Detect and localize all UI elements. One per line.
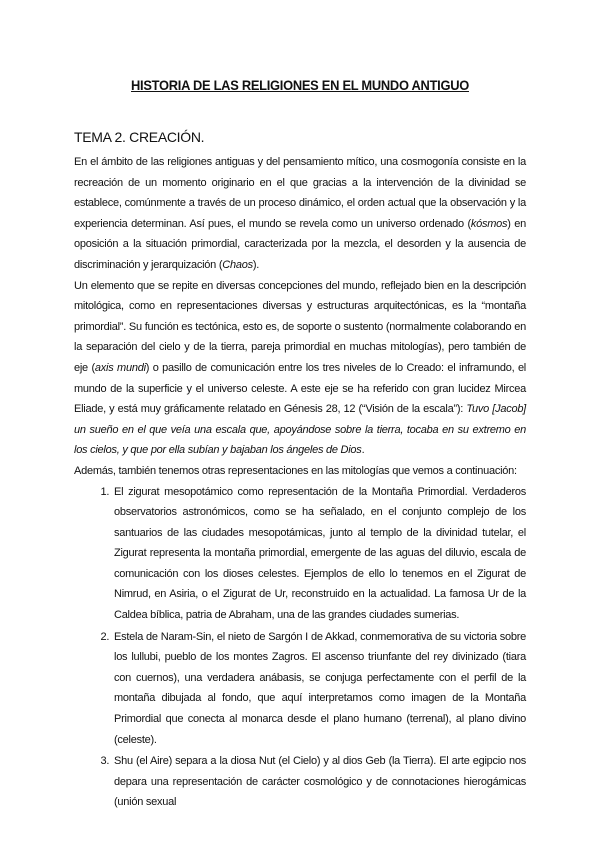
italic-chaos: Chaos — [222, 258, 253, 271]
section-heading: TEMA 2. CREACIÓN. — [74, 129, 205, 145]
italic-kosmos: kósmos — [470, 217, 508, 230]
list-item: 3. Shu (el Aire) separa a la diosa Nut (el Cielo) y al dios Geb (la Tierra). El arte egipcio nos depara una representación de carácter cosmológico y de connotaciones hierogámicas (unión sexual — [112, 751, 526, 813]
document-body — [74, 152, 526, 814]
numbered-list — [74, 482, 526, 814]
italic-axis-mundi: axis mundi — [94, 361, 146, 374]
paragraph-montana-primordial: Un elemento que se repite en diversas concepciones del mundo, reflejado bien en la descripción mitológica, como en representaciones diversas y estructuras arquitectónicas, es la “montaña primordial”. Su función es tectónica, esto es, de soporte o sustento (normalmente colaborando en la separación del cielo y de la tierra, pareja primordial en muchas mitologías), pero también de eje (axis mundi) o pasillo de comunicación entre los tres niveles de lo Creado: el inframundo, el mundo de la superficie y el universo celeste. A este eje se ha referido con gran lucidez Mircea Eliade, y está muy gráficamente relatado en Génesis 28, 12 (“Visión de la escala”): Tuvo [Jacob] un sueño en el que veía una escala que, apoyándose sobre la tierra, tocaba en su extremo en los cielos, y que por ella subían y bajaban los ángeles de Dios. — [74, 279, 526, 457]
document-title: HISTORIA DE LAS RELIGIONES EN EL MUNDO ANTIGUO — [131, 77, 469, 93]
paragraph-intro-list: Además, también tenemos otras representaciones en las mitologías que vemos a continuación: — [74, 464, 517, 477]
list-item: 1. El zigurat mesopotámico como representación de la Montaña Primordial. Verdaderos observatorios astronómicos, como se ha señalado, en el conjunto complejo de los santuarios de las ciudades mesopotámicas, junto al templo de la divinidad tutelar, el Zigurat representa la montaña primordial, emergente de las aguas del diluvio, escala de comunicación con los dioses celestes. Ejemplos de ello lo tenemos en el Zigurat de Nimrud, en Asiria, o el Zigurat de Ur, reconstruido en la actualidad. La famosa Ur de la Caldea bíblica, patria de Abraham, una de las grandes ciudades sumerias. — [112, 482, 526, 626]
genesis-quote: Tuvo [Jacob] un sueño en el que veía una escala que, apoyándose sobre la tierra, tocaba en su extremo en los cielos, y que por ella subían y bajaban los ángeles de Dios — [74, 403, 526, 457]
paragraph-cosmogonia: En el ámbito de las religiones antiguas y del pensamiento mítico, una cosmogonía consiste en la recreación de un momento originario en el que gracias a la intervención de la divinidad se establece, comúnmente a través de un proceso dinámico, el orden actual que la observación y la experiencia determinan. Así pues, el mundo se revela como un universo ordenado (kósmos) en oposición a la situación primordial, caracterizada por la mezcla, el desorden y la ausencia de discriminación y jerarquización (Chaos). — [74, 156, 526, 271]
list-item: 2. Estela de Naram-Sin, el nieto de Sargón I de Akkad, conmemorativa de su victoria sobre los lullubi, pueblo de los montes Zagros. El ascenso triunfante del rey divinizado (tiara con cuernos), una verdadera anábasis, se conjuga perfectamente con el perfil de la montaña dibujada al fondo, que aquí interpretamos como imagen de la Montaña Primordial que conecta al monarca desde el plano humano (terrenal), al plano divino (celeste). — [112, 627, 526, 751]
